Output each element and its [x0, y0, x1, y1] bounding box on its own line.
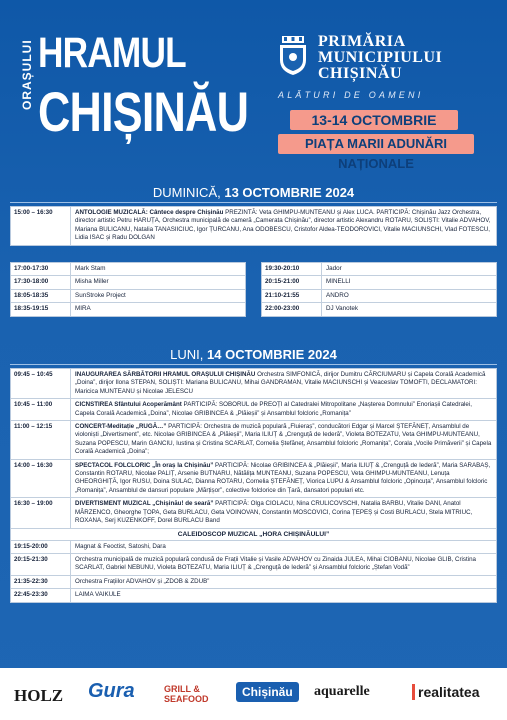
row-title: CONCERT-Meditație „RUGĂ…”	[75, 423, 167, 431]
row-time: 22:00-23:00	[262, 303, 322, 315]
day2-date: 14 OCTOMBRIE 2024	[207, 347, 337, 362]
divider	[10, 202, 497, 203]
day2-heading	[10, 347, 497, 362]
table-row	[11, 421, 496, 460]
day2-box	[10, 368, 497, 603]
row-description	[71, 369, 496, 398]
row-time: 21:35-22:30	[11, 576, 71, 588]
row-description	[71, 207, 496, 245]
table-row	[11, 399, 496, 421]
table-row	[262, 276, 496, 289]
table-row	[11, 541, 496, 554]
row-artist: DJ Vanotek	[326, 305, 359, 313]
vertical-subtitle: ORAȘULUI	[20, 39, 34, 110]
day1-right-column	[261, 262, 497, 317]
row-description	[71, 460, 496, 498]
row-time: 18:05-18:35	[11, 290, 71, 302]
row-text: Magnat & Feoctist, Satoshi, Dara	[75, 542, 166, 550]
sponsor-logo-realitatea: realitatea	[412, 684, 479, 700]
title-line-2: CHIȘINĂU	[38, 80, 249, 143]
row-time: 14:00 – 16:30	[11, 460, 71, 498]
sponsor-logo-aquarelle: aquarelle	[314, 684, 370, 699]
row-title: SPECTACOL FOLCLORIC „În oraș la Chișinău”	[75, 461, 214, 469]
municipality-name	[318, 34, 442, 82]
row-time: 17:30-18:00	[11, 276, 71, 288]
row-time: 10:45 – 11:00	[11, 399, 71, 420]
row-title: CICNSTIREA Sfântului Acoperământ	[75, 401, 182, 409]
row-time: 16:30 – 19:00	[11, 498, 71, 527]
coat-of-arms-icon	[278, 36, 308, 76]
row-time: 15:00 – 16:30	[11, 207, 71, 245]
table-row	[11, 303, 245, 315]
slogan: ALĂTURI DE OAMENI	[278, 90, 424, 100]
row-artist: Mark Stam	[75, 265, 106, 272]
row-time: 09:45 – 10:45	[11, 369, 71, 398]
row-description	[71, 421, 496, 459]
row-artist: MINELLI	[326, 278, 351, 286]
row-text: Orchestra municipală de muzică populară condusă de Frații Vitalie și Vasile ADVAHOV cu Zinaida JULEA, Mihai CIOBANU, Nicolae GLIB, Cristina SCARLAT, Gabriel NEBUNU, Violeta BOTEZATU, Maria ILIUȚ & „Crenguță de Iederă” și Ansamblul folcloric „Ștefan Vodă”	[75, 555, 476, 572]
row-time: 21:10-21:55	[262, 290, 322, 302]
row-time: 20:15-21:30	[11, 554, 71, 575]
row-time: 11:00 – 12:15	[11, 421, 71, 459]
divider	[10, 364, 497, 365]
sponsor-strip	[0, 668, 507, 720]
table-row	[11, 460, 496, 499]
row-text: PARTICIPĂ: SOBORUL de PREOȚI al Catedralei Mitropolitane „Nașterea Domnului” Enoriașii Catedralei, Capela Corală Academică „Doina”, Nicolae GRIBINCEA & „Plăieșii” și Ansamblul folcloric „Romanița”	[75, 401, 472, 417]
row-artist: Jador	[326, 265, 342, 272]
caleidoscop-heading: CALEIDOSCOP MUZICAL „HORA CHIȘINĂULUI”	[11, 529, 496, 541]
row-artist: MIRA	[75, 305, 91, 313]
day1-heading	[10, 185, 497, 200]
sponsor-logo-gura: Gura	[88, 680, 135, 702]
day2-label: LUNI,	[170, 347, 208, 362]
table-row	[262, 290, 496, 303]
row-title: INAUGURAREA SĂRBĂTORII HRAMUL ORAȘULUI CHIȘINĂU	[75, 371, 256, 378]
municipality-line-3: CHIȘINĂU	[318, 65, 403, 82]
day1-main-box	[10, 206, 497, 246]
title-line-1: HRAMUL	[38, 29, 186, 77]
table-row	[262, 303, 496, 315]
row-time: 19:30-20:10	[262, 263, 322, 275]
table-row	[11, 276, 245, 289]
table-row	[11, 498, 496, 528]
table-row	[11, 576, 496, 589]
row-text: PARTICIPĂ: Nicolae GRIBINCEA & „Plăieșii”, Maria ILIUȚ & „Crenguță de Iederă”, Maria SARABAȘ, Constantin ROTARU, Nicolae PALIȚ, Arsenie BUTNARU, Nătălița MUNTEANU, Suzana POPESCU, Veta GHIMPU-MUNTEANU, Lenuța GHEORGHIȚĂ, Igor RUSU, Doina SULAC, Dianna ROTARU, Cornelia ȘTEFĂNEȚ, Viorica LUPU & Ansamblul folcloric „Opincuța”, Ansamblul folcloric „Romanița”, Ansamblul de dansuri populare „Mărțișor”, colective folclorice din Țară, dansatori populari etc.	[75, 461, 491, 494]
row-time: 19:15-20:00	[11, 541, 71, 553]
day1-date: 13 OCTOMBRIE 2024	[224, 185, 355, 200]
table-row	[11, 290, 245, 303]
row-artist: ANDRO	[326, 291, 349, 299]
sponsor-logo-chisinau: Chișinău	[236, 682, 299, 702]
table-row	[11, 263, 245, 276]
row-description	[71, 399, 496, 420]
sponsor-logo-holz: HOLZ	[14, 686, 64, 705]
table-row	[11, 589, 496, 601]
row-text: PREZINTĂ: Veta GHIMPU-MUNTEANU și Alex LUCA. PARTICIPĂ: Chișinău Jazz Orchestra, director artistic Petru HARUȚA, Orchestra municipală de cameră „Camerata Chișinău”, director artistic Alexandru ROTARU, SOLIȘTI: Vitalie ADVAHOV, Mariana BULICANU, Natalia TANASIICIUC, Igor ȚURCANU, Ana ODOBESCU, Cristofor Aldea-TEODOROVICI, Vitalie MACIUNSCHI, Vlad FOTESCU, Lidia ISAC și Radu DOLGAN	[75, 209, 491, 242]
row-description	[71, 498, 496, 527]
row-text: Orchestra SIMFONICĂ, dirijor Dumitru CĂRCIUMARU și Capela Corală Academică „Doina”, dirijor Ilona STEPAN, SOLIȘTI: Mariana BULICANU, Mihai GANDRAMAN, Vitalie MACIUNSCHI și Veaceslav TOMOFTI, DECLAMATORI: Maricica MUNTEANU și Nicolae JELESCU	[75, 371, 486, 395]
row-text: PARTICIPĂ: Olga CIOLACU, Nina CRULICOVSCHI, Natalia BARBU, Vitalie DANI, Anatol MÂRZENCO, Gheorghe ȚOPA, Geta BURLACU, Geta VOINOVAN, Constantin MOSCOVICI, Corina ȚEPEȘ și Costi BURLACU, Stela MITRIUC, ROXANA, Serj KUZENKOFF, Dorel BURLACU Band	[75, 500, 473, 525]
table-row	[262, 263, 496, 276]
day1-concerts	[10, 262, 497, 317]
event-place: PIAȚA MARII ADUNĂRI NAȚIONALE	[278, 134, 474, 154]
day1-left-column	[10, 262, 246, 317]
row-artist: Misha Miller	[75, 278, 109, 286]
row-time: 20:15-21:00	[262, 276, 322, 288]
municipality-line-2: MUNICIPIULUI	[318, 49, 443, 66]
row-text: Orchestra Frațiilor ADVAHOV și „ZDOB & ZDUB”	[75, 577, 210, 585]
table-row	[11, 369, 496, 399]
table-row	[11, 554, 496, 576]
municipality-line-1: PRIMĂRIA	[318, 33, 406, 50]
poster-header	[0, 0, 507, 172]
row-text: LAIMA VAIKULE	[75, 591, 121, 599]
event-dates: 13-14 OCTOMBRIE	[290, 110, 458, 130]
day1-label: DUMINICĂ,	[152, 185, 225, 200]
table-row	[11, 207, 496, 245]
row-time: 22:45-23:30	[11, 589, 71, 601]
row-title: DIVERTISMENT MUZICAL „Chișinău! de seară”	[75, 500, 214, 508]
row-title: ANTOLOGIE MUZICALĂ: Cântece despre Chișinău	[75, 209, 224, 216]
row-artist: SunStroke Project	[75, 291, 126, 299]
sponsor-logo-grill: GRILL & SEAFOOD	[164, 684, 209, 704]
row-time: 18:35-19:15	[11, 303, 71, 315]
row-text: PARTICIPĂ: Orchestra de muzică populară „Fluieraș”, conducători Edgar și Marcel ȘTEFĂNEȚ, Ansamblul de violoniști „Divertisment”, etc. Nicolae GRIBINCEA & „Plăieșii”, Maria ILIUȚ & „Crenguță de Iederă”, Violeta BOTEZATU, Veta GHIMPU-MUNTEANU, Suzana POPESCU, Marin GANCIU, Iustina și Cristina SCARLAT, Cornelia Ștefăneț, Ansamblul folcloric „Romanița”, Corala „Vocile Primăverii” și Capela Corală Academică „Doina”;	[75, 423, 492, 456]
row-time: 17:00-17:30	[11, 263, 71, 275]
